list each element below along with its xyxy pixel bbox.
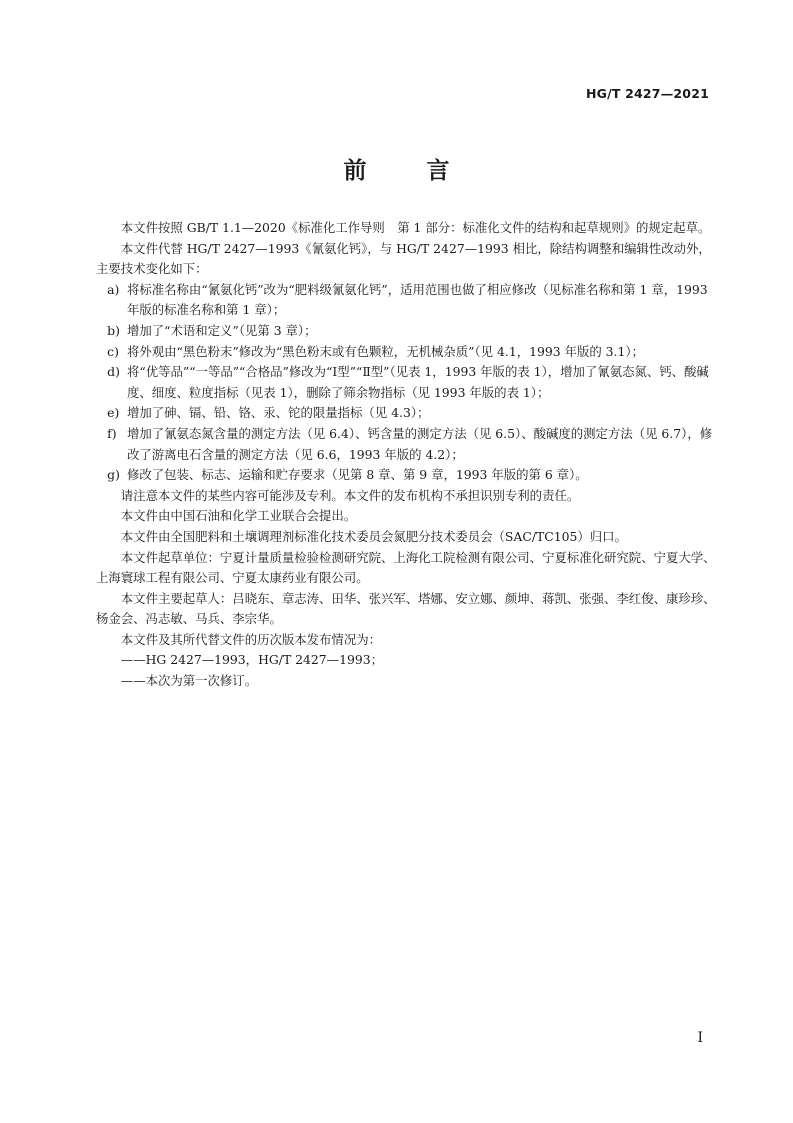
- change-text: 将外观由“黑色粉末”修改为“黑色粉末或有色颗粒，无机械杂质”（见 4.1，1993 年版的 3.1）；: [126, 343, 644, 359]
- paragraph-drafting-units: 本文件起草单位：宁夏计量质量检验检测研究院、上海化工院检测有限公司、宁夏标准化研究院、宁夏大学、上海寰球工程有限公司、宁夏太康药业有限公司。: [96, 549, 716, 586]
- change-text: 修改了包装、标志、运输和贮存要求（见第 8 章、第 9 章，1993 年版的第 6 章）。: [126, 467, 588, 483]
- change-item: [96, 280, 720, 321]
- change-marker: b): [107, 322, 120, 338]
- page-number: I: [697, 1030, 703, 1046]
- foreword-body: [96, 218, 720, 692]
- paragraph-patent-notice: 请注意本文件的某些内容可能涉及专利。本文件的发布机构不承担识别专利的责任。: [120, 487, 580, 503]
- change-marker: c): [107, 343, 119, 359]
- page-title: 前 言: [343, 158, 476, 184]
- change-item: [96, 362, 720, 403]
- change-marker: d): [107, 364, 120, 380]
- change-text: 将“优等品”“一等品”“合格品”修改为“Ⅰ型”“Ⅱ型”（见表 1，1993 年版的表 1），增加了氰氨态氮、钙、酸碱度、细度、粒度指标（见表 1），删除了筛余物指标（见 1993 年版的表 1）；: [126, 364, 709, 400]
- change-marker: a): [107, 281, 120, 297]
- change-marker: e): [107, 405, 120, 421]
- change-item: [96, 465, 720, 486]
- history-item: ——HG 2427—1993，HG/T 2427—1993；: [120, 652, 383, 668]
- paragraph-replacement: 本文件代替 HG/T 2427—1993《氰氨化钙》，与 HG/T 2427—1993 相比，除结构调整和编辑性改动外，主要技术变化如下：: [96, 240, 711, 277]
- change-text: 增加了“术语和定义”（见第 3 章）；: [126, 322, 317, 338]
- document-code: HG/T 2427—2021: [585, 86, 709, 101]
- paragraph-technical-committee: 本文件由全国肥料和土壤调理剂标准化技术委员会氮肥分技术委员会（SAC/TC105）归口。: [120, 528, 627, 544]
- paragraph-proposed-by: 本文件由中国石油和化学工业联合会提出。: [120, 508, 357, 524]
- change-item: [96, 321, 720, 342]
- change-text: 增加了氰氨态氮含量的测定方法（见 6.4）、钙含量的测定方法（见 6.5）、酸碱度的测定方法（见 6.7），修改了游离电石含量的测定方法（见 6.6，1993 年版的 4.2）；: [126, 425, 713, 462]
- change-text: 将标准名称由“氰氨化钙”改为“肥料级氰氨化钙”，适用范围也做了相应修改（见标准名称和第 1 章，1993 年版的标准名称和第 1 章）；: [126, 281, 708, 318]
- change-marker: f): [107, 425, 117, 441]
- paragraph-drafters: 本文件主要起草人：吕晓东、章志涛、田华、张兴军、塔娜、安立娜、颜坤、蒋凯、张强、李红俊、康珍珍、杨金会、冯志敏、马兵、李宗华。: [96, 590, 716, 627]
- change-item: [96, 403, 720, 424]
- paragraph-history-intro: 本文件及其所代替文件的历次版本发布情况为：: [120, 631, 381, 647]
- change-item: [96, 424, 720, 465]
- change-marker: g): [107, 467, 120, 483]
- change-text: 增加了砷、镉、铅、铬、汞、铊的限量指标（见 4.3）；: [126, 405, 430, 421]
- history-item: ——本次为第一次修订。: [120, 673, 258, 689]
- change-item: [96, 342, 720, 363]
- change-list: [96, 280, 720, 486]
- paragraph-drafting-rules: 本文件按照 GB/T 1.1—2020《标准化工作导则 第 1 部分：标准化文件的结构和起草规则》的规定起草。: [120, 220, 711, 235]
